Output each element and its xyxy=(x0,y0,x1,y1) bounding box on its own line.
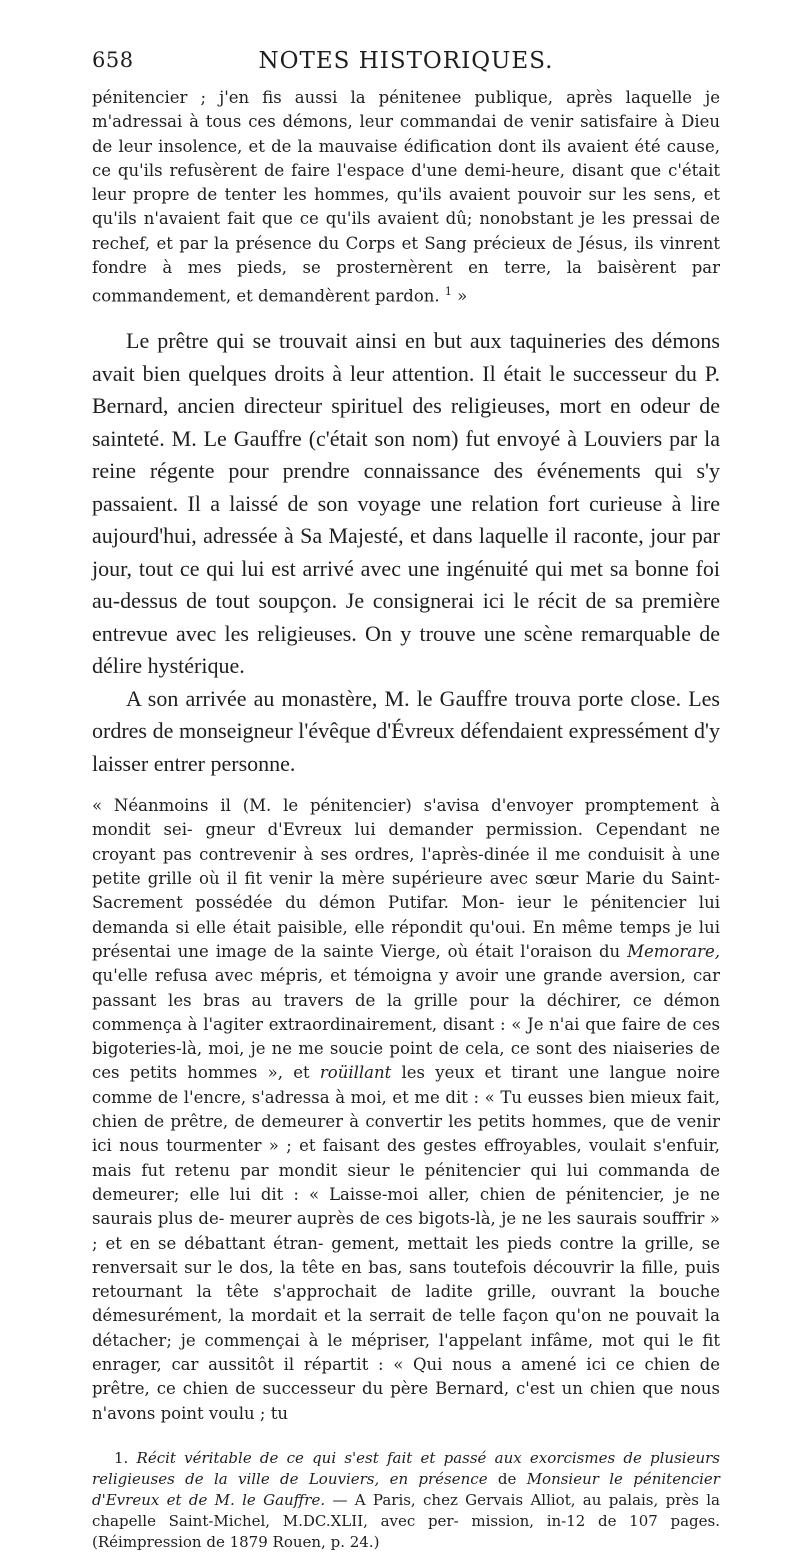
footnote-publication: — A Paris, chez Gervais Alliot, au palais, près la chapelle Saint-Michel, M.DC.XLII, avec per- mission, in-12 de 107 pages. (Réimpression de 1879 Rouen, p. 24.) xyxy=(92,1490,720,1551)
quote-main xyxy=(92,794,720,1426)
paragraph-2: A son arrivée au monastère, M. le Gauffre trouva porte close. Les ordres de monseigneur l'évêque d'Évreux défendaient expressément d'y laisser entrer personne. xyxy=(92,685,720,776)
quote-main-part-2: qu'elle refusa avec mépris, et témoigna y avoir une grande aversion, car passant les bras au travers de la grille pour la déchirer, ce démon commença à l'agiter extraordinairement, disant : « Je n'ai que faire de ces bigoteries-là, moi, je ne me soucie point de cela, ce sont des niaiseries de ces petits hommes », et xyxy=(92,966,720,1083)
quote-continuation xyxy=(92,86,720,309)
page-number: 658 xyxy=(92,48,134,72)
footnote-title-2: Monsieur le pénitencier d'Evreux et de M. le Gauffre. xyxy=(92,1469,720,1509)
footnote-title: Récit véritable de ce qui s'est fait et passé aux exorcismes de plusieurs religieuses de la ville de Louviers, en présence xyxy=(92,1448,720,1488)
footnote-ref: 1 xyxy=(444,285,452,299)
quote-continuation-text: pénitencier ; j'en fis aussi la pénitenee publique, après laquelle je m'adressai à tous ces démons, leur commandai de venir satisfaire à Dieu de leur insolence, et de la mauvaise édification dont ils avaient été cause, ce qu'ils refusèrent de faire l'espace d'une demi-heure, disant que c'était leur propre de tenter les hommes, qu'ils avaient pouvoir sur les sens, et qu'ils n'avaient fait que ce qu'ils avaient dû; nonobstant je les pressai de rechef, et par la présence du Corps et Sang précieux de Jésus, ils vinrent fondre à mes pieds, se prosternèrent en terre, la baisèrent par commandement, et demandèrent pardon. xyxy=(92,88,720,306)
quote-main-part-3: les yeux et tirant une langue noire comme de l'encre, s'adressa à moi, et me dit : « Tu eusses bien mieux fait, chien de prêtre, de demeurer à convertir les petits hommes, que de venir ici nous tourmenter » ; et faisant des gestes effroyables, voulait s'enfuir, mais fut retenu par mondit sieur le pénitencier qui lui commanda de demeurer; elle lui dit : « Laisse-moi aller, chien de pénitencier, je ne saurais plus de- meurer auprès de ces bigots-là, je ne les saurais souffrir » ; et en se débattant étran- gement, mettait les pieds contre la grille, se renversait sur le dos, la tête en bas, sans toutefois découvrir la fille, puis retournant la tête s'approchait de ladite grille, ouvrant la bouche démesurément, la mordait et la serrait de telle façon qu'on ne pouvait la détacher; je commençai à le mépriser, l'appelant infâme, mot qui le fit enrager, car aussitôt il répartit : « Qui nous a amené ici ce chien de prêtre, ce chien de successeur du père Bernard, c'est un chien que nous n'avons point voulu ; tu xyxy=(92,1063,720,1423)
page-content xyxy=(92,86,720,1553)
running-head xyxy=(92,48,720,78)
memorare-italic: Memorare, xyxy=(627,941,720,961)
running-title: NOTES HISTORIQUES. xyxy=(258,48,554,74)
quote-main-part-1: « Néanmoins il (M. le pénitencier) s'avisa d'envoyer promptement à mondit sei- gneur d'Evreux lui demander permission. Cependant ne croyant pas contrevenir à ses ordres, l'après-dinée il me conduisit à une petite grille où il fit venir la mère supérieure avec sœur Marie du Saint-Sacrement possédée du démon Putifar. Mon- ieur le pénitencier lui demanda si elle était paisible, elle répondit qu'oui. En même temps je lui présentai une image de la sainte Vierge, où était l'oraison du xyxy=(92,796,720,961)
footnote xyxy=(92,1448,720,1553)
footnote-de: de xyxy=(497,1469,517,1488)
rouillant-italic: roüillant xyxy=(319,1063,392,1083)
footnote-number: 1. xyxy=(114,1448,129,1467)
quote-close: » xyxy=(451,286,468,306)
paragraph-1: Le prêtre qui se trouvait ainsi en but aux taquineries des démons avait bien quelques droits à leur attention. Il était le successeur du P. Bernard, ancien directeur spirituel des religieuses, mort en odeur de sainteté. M. Le Gauffre (c'était son nom) fut envoyé à Louviers par la reine régente pour prendre connaissance des événements qui s'y passaient. Il a laissé de son voyage une relation fort curieuse à lire aujourd'hui, adressée à Sa Majesté, et dans laquelle il raconte, jour par jour, tout ce qui lui est arrivé avec une ingénuité qui met sa bonne foi au-dessus de tout soupçon. Je consignerai ici le récit de sa première entrevue avec les religieuses. On y trouve une scène remarquable de délire hystérique. xyxy=(92,328,720,679)
